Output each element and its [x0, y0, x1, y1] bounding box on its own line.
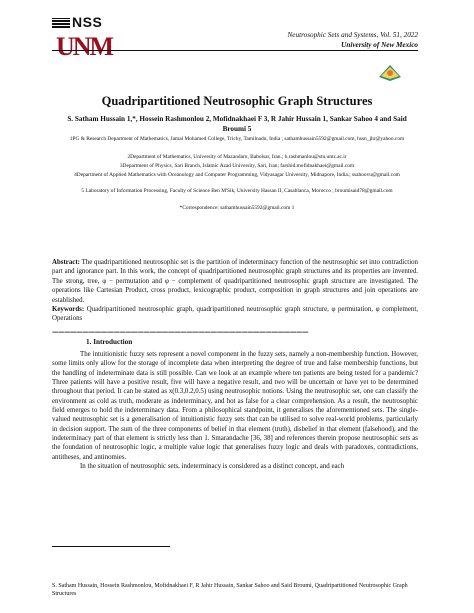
- header-rule: [52, 50, 418, 51]
- section-divider: ——————————————————————————————————————————: [52, 328, 309, 336]
- journal-header: [288, 30, 419, 50]
- keywords-label: Keywords:: [52, 306, 85, 314]
- affiliation-3: 3Department of Physics, Sari Branch, Islamic Azad University, Sari, Iran; farshid.mofidnakhaei@gmail.com: [119, 163, 355, 169]
- university-mark: UNM: [56, 32, 113, 61]
- logo-text: NSS: [72, 14, 103, 30]
- open-access-badge-icon: [376, 62, 404, 82]
- affiliation-1: 1PG & Research Department of Mathematics, Jamal Mohamed College, Trichy, Tamilnadu, India ; sathamhussain5592@gmail.com, hssn_jhr@yahoo.com: [69, 136, 405, 142]
- keywords-text: Quadripartitioned neutrosophic graph, quadripartitioned neutrosophic graph structure, φ permutation, φ complement, Operations: [52, 306, 418, 323]
- journal-line: Neutrosophic Sets and Systems, Vol. 51, 2022: [287, 31, 418, 39]
- paper-title: Quadripartitioned Neutrosophic Graph Structures: [101, 94, 373, 108]
- university-name: University of New Mexico: [341, 41, 418, 49]
- abstract: [52, 258, 418, 305]
- paragraph: In the situation of neutrosophic sets, indeterminacy is considered as a distinct concept, and each: [80, 463, 345, 471]
- paragraph: The intuitionistic fuzzy sets represent a novel component in the fuzzy sets, namely a non-membership function. However, some limits only allow for the storage of incomplete data when interpreting the degree of true and false membership functions, but the handling of indeterminate data is still possible. Can we look at an example where ten patients are being tested for a pandemic? Three patients will have a positive result, five will have a negative result, and two will be uncertain or have yet to be determined throughout that period. It can be stated as x(0.3,0.2,0.5) using neutrosophic notions. Using the neutrosophic set, one can classify the environment as cold as truth, moderate as indeterminacy, and hot as false for a clear comprehension. As a result, the neutrosophic field emerges to hold the indeterminacy data. From a philosophical standpoint, it generalises the aforementioned sets. The single-valued neutrosophic set is a generalisation of intuitionistic fuzzy sets that can be utilised to solve real-world problems, particularly in decision support. The sum of the three components of belief in that element (truth), disbelief in that element (falsehood), and the indeterminacy part of that element is strictly less than 1. Smarandache [36, 38] and references therein propose neutrosophic sets as the foundation of neutrosophic logic, a multiple value logic that generalises fuzzy logic and deals with paradoxes, contradictions, antitheses, and antinomies.: [52, 351, 418, 461]
- affiliation-4: 4Department of Applied Mathematics with Oceanology and Computer Programming, Vidyasagar University, Midnapore, India.; ssahoovu@gmail.com: [74, 172, 400, 178]
- affiliation-2: 2Department of Mathematics, University of Mazandarn, Babolsar, Iran.; h.rashmanlou@stu.umz.ac.ir: [127, 154, 347, 160]
- correspondence: *Correspondence: sathamhussain5592@gmail.com 1: [179, 205, 295, 211]
- abstract-block: [52, 258, 418, 324]
- abstract-label: Abstract:: [52, 259, 80, 266]
- page-footer: S. Satham Hussain, Hossein Rashmonlou, Mofidnakhaei F, R Jahir Hussain, Sankar Sahoo and Said Broumi, Quadripartitioned Neutrosophic Graph Structures: [52, 583, 408, 597]
- introduction-body: [52, 350, 418, 471]
- abstract-text: The quadripartitioned neutrosophic set is the partition of indeterminacy function of the neutrosophic set into contradiction part and ignorance part. In this work, the concept of quadripartitioned neutrosophic graph structures and its properties are invented. The strong, tree, φ − permutation and φ − complement of quadripartitioned neutrosophic graph structure are investigated. The operations like Cartesian Product, cross product, lexicographic product, composition in graph structures and join operations are established.: [52, 259, 418, 304]
- logo-stripes-icon: [52, 18, 70, 28]
- affiliation-5: 5 Laboratory of Information Processing, Faculty of Science Ben M'Sik, University Hassan II, Casablanca, Morocco ; broumisaid78@gmail.com: [81, 188, 393, 194]
- section-heading: 1. Introduction: [86, 338, 133, 346]
- keywords: [52, 305, 418, 324]
- author-list: S. Satham Hussain 1,*, Hossein Rashmonlou 2, Mofidnakhaei F 3, R Jahir Hussain 1, Sankar Sahoo 4 and Said Broumi 5: [67, 115, 407, 133]
- journal-logo: [52, 14, 112, 64]
- footer-rule: [52, 546, 170, 547]
